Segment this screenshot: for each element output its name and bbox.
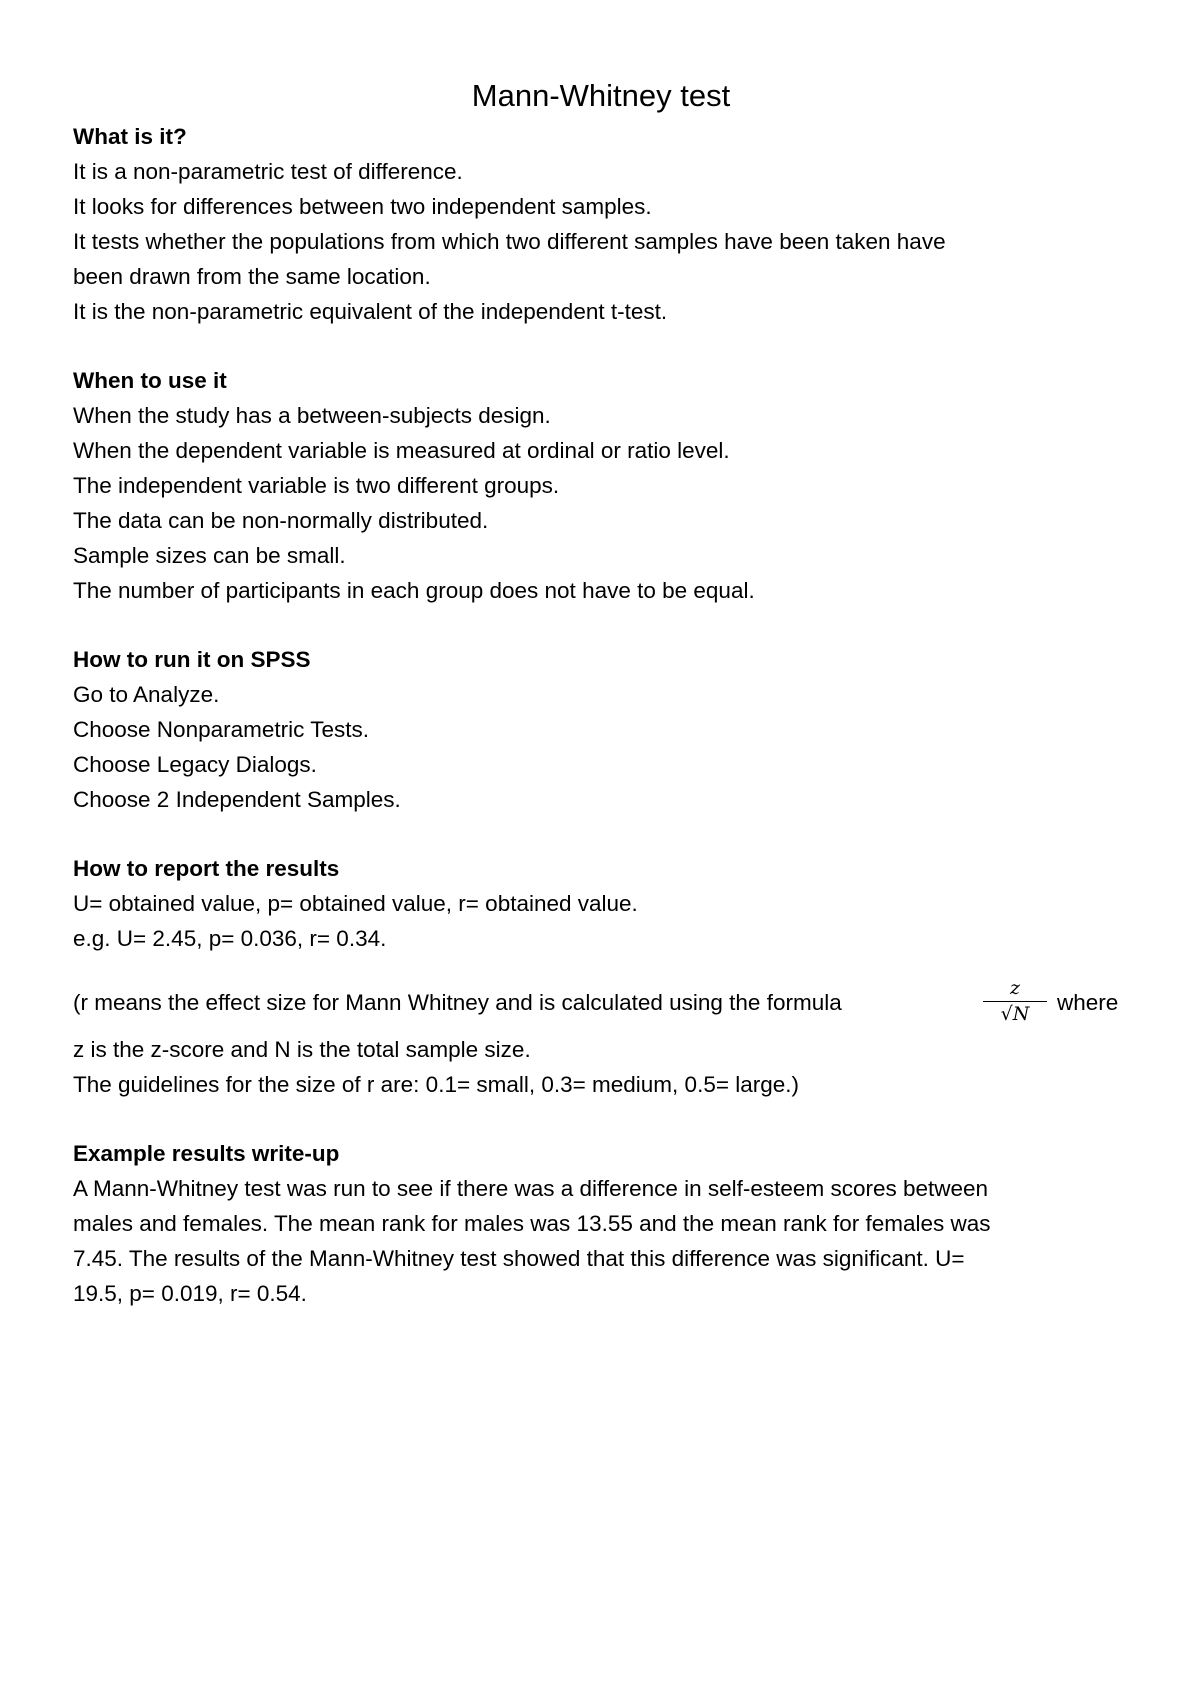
- section-what-is-it: [73, 119, 1153, 329]
- body-line: Sample sizes can be small.: [73, 543, 346, 568]
- body-line: Choose 2 Independent Samples.: [73, 787, 401, 812]
- section-how-to-report: [73, 851, 1153, 1102]
- section-heading: How to run it on SPSS: [73, 647, 311, 672]
- effect-size-formula: [983, 977, 1047, 1026]
- body-line: It tests whether the populations from which two different samples have been taken have: [73, 229, 946, 254]
- body-line: The guidelines for the size of r are: 0.1= small, 0.3= medium, 0.5= large.): [73, 1072, 799, 1097]
- body-line: e.g. U= 2.45, p= 0.036, r= 0.34.: [73, 926, 387, 951]
- formula-numerator: z: [983, 977, 1047, 1002]
- formula-after-text: where: [1057, 990, 1119, 1015]
- body-line: When the dependent variable is measured at ordinal or ratio level.: [73, 438, 730, 463]
- body-line: z is the z-score and N is the total sample size.: [73, 1037, 531, 1062]
- section-heading: When to use it: [73, 368, 227, 393]
- section-heading: How to report the results: [73, 856, 340, 881]
- section-how-to-run: [73, 642, 1153, 817]
- section-heading: Example results write-up: [73, 1141, 340, 1166]
- page-title: Mann-Whitney test: [471, 78, 731, 113]
- body-line: The independent variable is two different groups.: [73, 473, 560, 498]
- body-line: U= obtained value, p= obtained value, r= obtained value.: [73, 891, 638, 916]
- body-line: males and females. The mean rank for males was 13.55 and the mean rank for females was: [73, 1211, 991, 1236]
- body-line: A Mann-Whitney test was run to see if there was a difference in self-esteem scores between: [73, 1176, 989, 1201]
- section-example-write-up: [73, 1136, 1153, 1311]
- body-line: It is a non-parametric test of difference.: [73, 159, 463, 184]
- body-line: 19.5, p= 0.019, r= 0.54.: [73, 1281, 307, 1306]
- body-line: It is the non-parametric equivalent of the independent t-test.: [73, 299, 668, 324]
- formula-description: (r means the effect size for Mann Whitney and is calculated using the formula: [73, 990, 842, 1015]
- body-line: been drawn from the same location.: [73, 264, 431, 289]
- section-heading: What is it?: [73, 124, 187, 149]
- body-line: Go to Analyze.: [73, 682, 220, 707]
- formula-line: [73, 974, 1153, 1032]
- formula-denominator: √N: [1000, 1003, 1030, 1025]
- body-line: It looks for differences between two independent samples.: [73, 194, 652, 219]
- section-when-to-use: [73, 363, 1153, 608]
- body-line: The number of participants in each group does not have to be equal.: [73, 578, 755, 603]
- body-line: When the study has a between-subjects design.: [73, 403, 551, 428]
- body-line: The data can be non-normally distributed.: [73, 508, 489, 533]
- document-page: [73, 76, 1153, 1311]
- body-line: Choose Legacy Dialogs.: [73, 752, 317, 777]
- body-line: Choose Nonparametric Tests.: [73, 717, 369, 742]
- body-line: 7.45. The results of the Mann-Whitney test showed that this difference was significant. U=: [73, 1246, 965, 1271]
